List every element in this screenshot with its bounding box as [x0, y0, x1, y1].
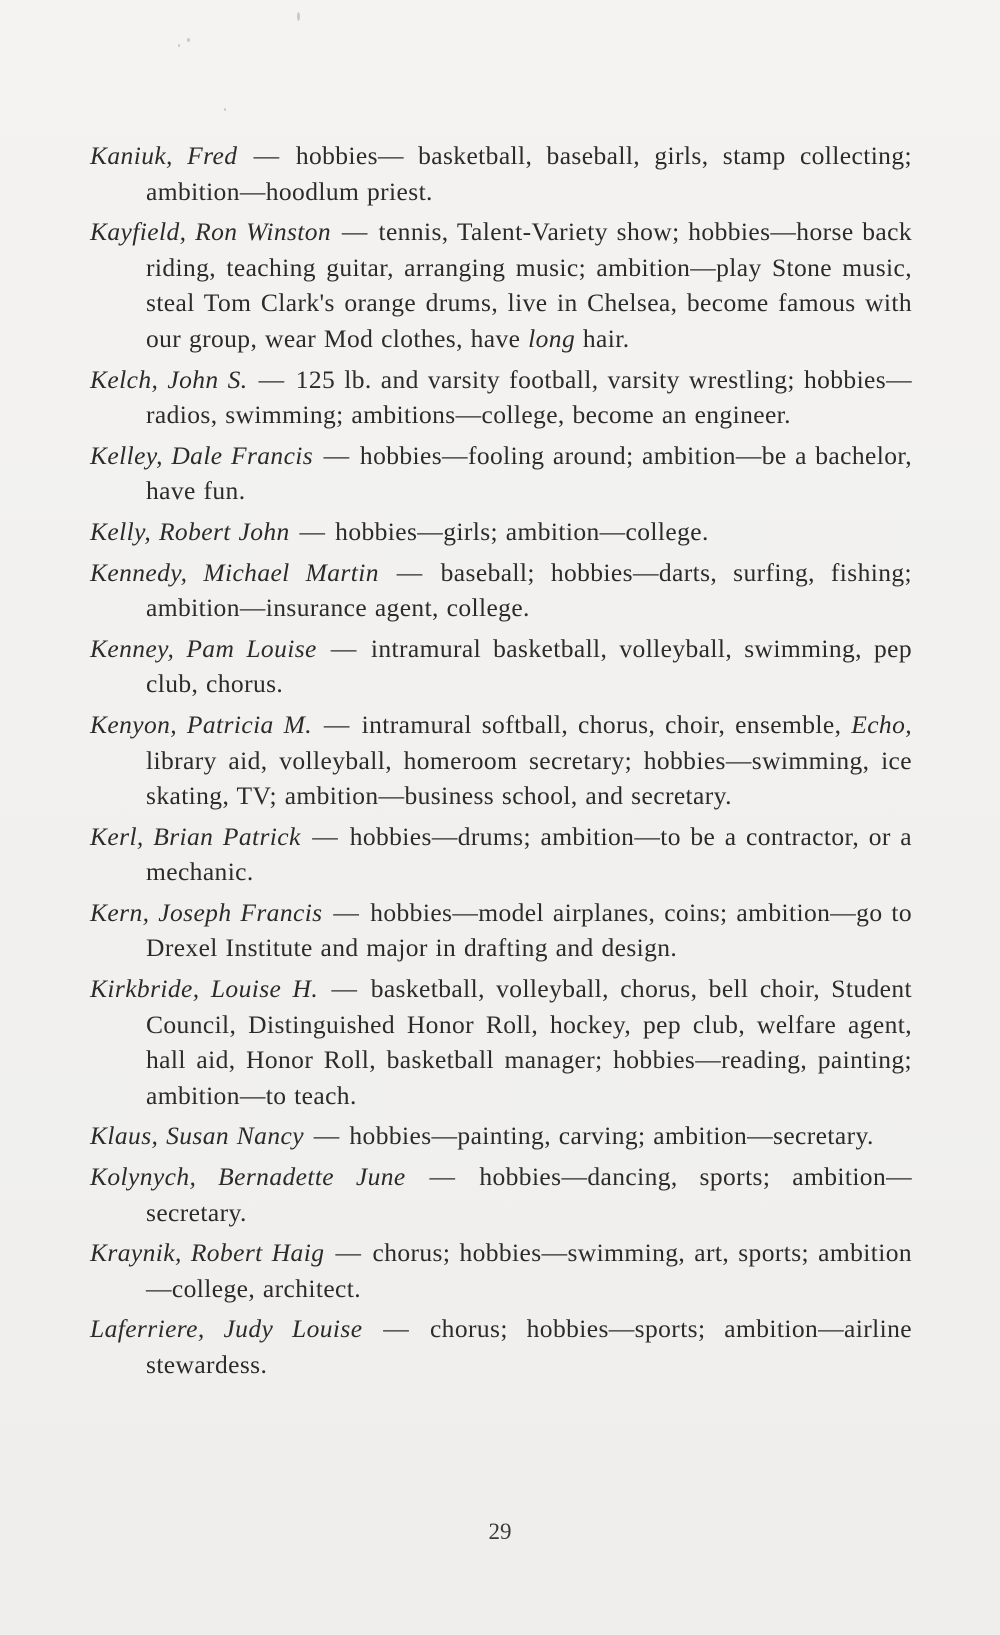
entry-dash: — — [396, 557, 423, 587]
entry-kennedy — [90, 555, 912, 626]
entry-text: hobbies— basketball, baseball, girls, stamp collecting; ambition—hoodlum priest. — [146, 141, 912, 206]
page-number: 29 — [488, 1519, 512, 1544]
entry-name: Kirkbride, Louise H. — [90, 974, 319, 1004]
entry-text: chorus; hobbies—sports; ambition—airline stewardess. — [146, 1314, 912, 1379]
entry-text: hobbies—girls; ambition—college. — [335, 516, 709, 546]
entry-kelley — [90, 438, 912, 509]
entry-name: Kolynych, Bernadette June — [90, 1162, 406, 1192]
entry-text: hobbies—fooling around; ambition—be a bachelor, have fun. — [146, 440, 912, 506]
entry-kenyon — [90, 707, 912, 814]
entry-laferriere — [90, 1311, 912, 1382]
entry-kraynik — [90, 1235, 912, 1306]
entry-text: tennis, Talent-Variety show; hobbies—horse back riding, teaching guitar, arranging music; ambition—play Stone music, steal Tom Clark's orange drums, live in Chelsea, become famous with our group, wear Mod clothes, have — [146, 217, 912, 353]
entry-name: Kenney, Pam Louise — [90, 633, 317, 663]
entry-text: intramural softball, chorus, choir, ensemble, — [361, 709, 852, 739]
entry-italic-text: long — [528, 323, 576, 353]
entry-name: Kenyon, Patricia M. — [90, 709, 312, 739]
entry-name: Kelch, John S. — [90, 364, 248, 394]
paper-speck — [224, 108, 226, 111]
entry-name: Kraynik, Robert Haig — [90, 1238, 325, 1268]
entry-dash: — — [299, 516, 326, 546]
entry-text: intramural basketball, volleyball, swimming, pep club, chorus. — [146, 633, 912, 699]
entry-kenney — [90, 631, 912, 702]
entry-kerl — [90, 819, 912, 890]
entry-text: hobbies—dancing, sports; ambition—secretary. — [146, 1162, 912, 1227]
entry-text: 125 lb. and varsity football, varsity wrestling; hobbies—radios, swimming; ambitions—college, become an engineer. — [146, 364, 912, 430]
entry-kirkbride — [90, 971, 912, 1113]
paper-speck — [297, 12, 300, 21]
entry-kayfield — [90, 214, 912, 356]
entry-kelch — [90, 362, 912, 433]
entry-name: Kern, Joseph Francis — [90, 897, 323, 927]
entry-text: hobbies—painting, carving; ambition—secretary. — [349, 1121, 874, 1151]
entry-dash: — — [323, 440, 350, 470]
entry-text: baseball; hobbies—darts, surfing, fishing; ambition—insurance agent, college. — [146, 557, 913, 623]
entry-text-end: hair. — [575, 323, 630, 353]
entry-kolynych — [90, 1159, 912, 1230]
entry-name: Kerl, Brian Patrick — [90, 821, 301, 851]
entry-dash: — — [383, 1314, 410, 1344]
entry-dash: — — [429, 1162, 456, 1192]
entry-dash: — — [312, 821, 339, 851]
entry-name: Kennedy, Michael Martin — [90, 557, 379, 587]
entry-dash: — — [258, 364, 285, 394]
entry-text: hobbies—drums; ambition—to be a contractor, or a mechanic. — [146, 821, 912, 887]
entry-text: chorus; hobbies—swimming, art, sports; ambition—college, architect. — [146, 1238, 912, 1303]
entry-dash: — — [313, 1121, 340, 1151]
entry-name: Kelley, Dale Francis — [90, 440, 314, 470]
senior-entries-list — [90, 138, 912, 1388]
entry-dash: — — [331, 974, 358, 1004]
entry-dash: — — [323, 709, 350, 739]
entry-name: Klaus, Susan Nancy — [90, 1121, 304, 1151]
entry-dash: — — [253, 141, 280, 170]
entry-kern — [90, 895, 912, 966]
entry-text: basketball, volleyball, chorus, bell choir, Student Council, Distinguished Honor Roll, hockey, pep club, welfare agent, hall aid, Honor Roll, basketball manager; hobbies—reading, painting; ambition—to teach. — [146, 974, 912, 1110]
entry-dash: — — [341, 217, 368, 247]
entry-dash: — — [330, 633, 357, 663]
entry-name: Kayfield, Ron Winston — [90, 217, 332, 247]
entry-text-end: library aid, volleyball, homeroom secretary; hobbies—swimming, ice skating, TV; ambition—business school, and secretary. — [146, 745, 912, 811]
entry-kelly — [90, 514, 912, 550]
entry-name: Laferriere, Judy Louise — [90, 1314, 363, 1344]
paper-speck — [187, 38, 190, 42]
entry-dash: — — [333, 897, 360, 927]
entry-text: hobbies—model airplanes, coins; ambition—go to Drexel Institute and major in drafting and design. — [146, 897, 913, 963]
entry-name: Kelly, Robert John — [90, 516, 290, 546]
entry-dash: — — [335, 1238, 362, 1268]
entry-klaus — [90, 1118, 912, 1154]
entry-name: Kaniuk, Fred — [90, 141, 238, 170]
paper-speck — [178, 44, 180, 47]
entry-kaniuk — [90, 138, 912, 209]
entry-italic-text: Echo, — [851, 709, 913, 739]
